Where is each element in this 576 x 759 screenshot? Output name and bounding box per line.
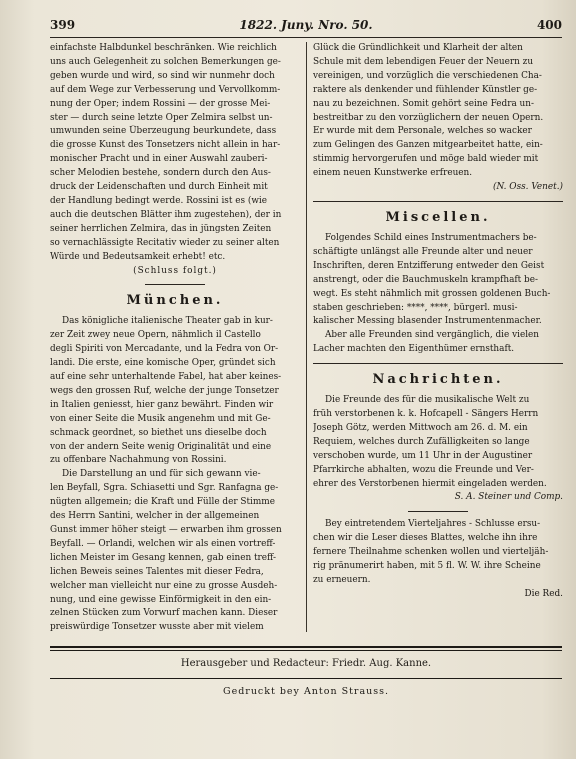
text-line: scher Melodien bestehe, sondern durch den Aus- xyxy=(50,168,271,179)
text-line: chen wir die Leser dieses Blattes, welche ihn ihre xyxy=(313,533,538,544)
left-column xyxy=(50,42,300,632)
miscellen-paragraph-2 xyxy=(313,329,563,357)
page-header xyxy=(50,18,562,36)
footer-rule xyxy=(50,646,562,648)
muenchen-paragraph-1 xyxy=(50,315,300,468)
text-line: anstrengt, oder die Bauchmuskeln krampfhaft be- xyxy=(313,274,538,285)
text-line: zer Zeit zwey neue Opern, nähmlich il Castello xyxy=(50,330,261,341)
section-divider xyxy=(313,201,563,202)
footer-divider xyxy=(50,678,562,679)
text-line: Aber alle Freunden sind vergänglich, die vielen xyxy=(325,330,540,341)
text-line: Joseph Götz, werden Mittwoch am 26. d. M. ein xyxy=(313,422,528,433)
nachrichten-paragraph xyxy=(313,394,563,491)
text-line: nügten allgemein; die Kraft und Fülle der Stimme xyxy=(50,497,275,508)
text-line: zum Gelingen des Ganzen mitgearbeitet hatte, ein- xyxy=(313,140,543,151)
text-line: welcher man vielleicht nur eine zu grosse Ausdeh- xyxy=(50,580,278,591)
text-line: die grosse Kunst des Tonsetzers nicht allein in har- xyxy=(50,140,281,151)
text-line: len Beyfall, Sgra. Schiasetti und Sgr. Ranfagna ge- xyxy=(50,483,279,494)
header-rule xyxy=(50,37,562,38)
text-line: Das königliche italienische Theater gab in kur- xyxy=(62,316,273,327)
text-line: nung, und eine gewisse Einförmigkeit in den ein- xyxy=(50,594,272,605)
text-line: des Herrn Santini, welcher in der allgemeinen xyxy=(50,511,260,522)
text-line: Die Freunde des für die musikalische Welt zu xyxy=(325,395,530,406)
text-line: ster — durch seine letzte Oper Zelmira selbst un- xyxy=(50,112,273,123)
text-line: staben geschrieben: ****, ****, bürgerl. musi- xyxy=(313,302,518,313)
text-line: auch die deutschen Blätter ihm zugestehen), der in xyxy=(50,209,282,220)
footer-rule-thin xyxy=(50,650,562,651)
text-line: Folgendes Schild eines Instrumentmachers be- xyxy=(325,232,537,243)
text-line: Glück die Gründlichkeit und Klarheit der alten xyxy=(313,43,523,53)
right-column xyxy=(313,42,563,632)
publisher-line: Herausgeber und Redacteur: Friedr. Aug. Kanne. xyxy=(180,658,432,669)
text-line: kalischer Messing blasender Instrumentenmacher. xyxy=(313,316,542,327)
text-line: zu erneuern. xyxy=(313,575,371,585)
text-line: Würde und Bedeutsamkeit erhebt! etc. xyxy=(50,251,226,262)
text-line: Requiem, welches durch Zufälligkeiten so lange xyxy=(313,436,530,447)
text-line: umwunden seine Überzeugung beurkundete, dass xyxy=(50,126,277,137)
text-line: fernere Theilnahme schenken wollen und vierteljäh- xyxy=(313,547,549,558)
continued-note: (Schluss folgt.) xyxy=(133,265,217,276)
section-title-muenchen: München. xyxy=(126,293,224,309)
text-line: Beyfall. — Orlandi, welchen wir als einen vortreff- xyxy=(50,538,276,549)
section-title-miscellen: Miscellen. xyxy=(385,209,491,225)
text-line: wegs den grossen Ruf, welche der junge Tonsetzer xyxy=(50,385,279,396)
text-line: Inschriften, deren Entzifferung entweder den Geist xyxy=(313,260,545,271)
section-divider xyxy=(145,284,205,285)
text-line: einfachste Halbdunkel beschränken. Wie reichlich xyxy=(50,43,277,53)
page-number-left: 399 xyxy=(50,18,76,32)
text-line: zu offenbare Nachahmung von Rossini. xyxy=(50,455,227,466)
text-line: verschoben wurde, um 11 Uhr in der Augustiner xyxy=(313,450,533,461)
text-line: der Handlung bedingt werde. Rossini ist es (wie xyxy=(50,195,268,206)
text-line: so vernachlässigte Recitativ wieder zu seiner alten xyxy=(50,237,280,248)
issue-date: 1822. Juny. Nro. 50. xyxy=(239,18,373,32)
text-line: seiner herrlichen Zelmira, das in jüngsten Zeiten xyxy=(50,223,272,234)
text-line: lichen Beweis seines Talentes mit dieser Fedra, xyxy=(50,566,264,577)
text-line: Schule mit dem lebendigen Feuer der Neuern zu xyxy=(313,56,534,67)
text-line: rig pränumerirt haben, mit 5 fl. W. W. ihre Scheine xyxy=(313,561,541,572)
subscription-notice xyxy=(313,518,563,588)
text-line: auf dem Wege zur Verbesserung und Vervollkomm- xyxy=(50,84,281,95)
miscellen-paragraph-1 xyxy=(313,232,563,329)
text-line: Pfarrkirche abhalten, wozu die Freunde und Ver- xyxy=(313,464,534,475)
text-line: preiswürdige Tonsetzer wusste aber mit vielem xyxy=(50,622,264,632)
text-line: von einer Seite die Musik angenehm und mit Ge- xyxy=(50,413,271,424)
notice-signature: Die Red. xyxy=(524,588,563,599)
printer-line: Gedruckt bey Anton Strauss. xyxy=(222,686,390,697)
text-line: lichen Meister im Gesang kennen, gab einen treff- xyxy=(50,552,277,563)
text-line: druck der Leidenschaften und durch Einheit mit xyxy=(50,182,268,193)
source-note: (N. Oss. Venet.) xyxy=(493,182,563,193)
muenchen-paragraph-2 xyxy=(50,468,300,632)
text-line: auf eine sehr unterhaltende Fabel, hat aber keines- xyxy=(50,372,282,383)
fedra-review-continuation xyxy=(313,42,563,181)
text-line: uns auch Gelegenheit zu solchen Bemerkungen ge- xyxy=(50,56,281,67)
text-line: raktere als denkender und fühlender Künstler ge- xyxy=(313,84,538,95)
column-divider xyxy=(306,42,307,632)
text-line: nau zu bezeichnen. Somit gehört seine Fedra un- xyxy=(313,98,534,109)
text-line: Gunst immer höher steigt — erwarben ihm grossen xyxy=(50,525,282,535)
nachrichten-signature: S. A. Steiner und Comp. xyxy=(454,492,563,503)
text-line: Die Darstellung an und für sich gewann vie- xyxy=(62,469,261,480)
page-number-right: 400 xyxy=(536,18,562,32)
text-line: geben wurde und wird, so sind wir nunmehr doch xyxy=(50,70,275,81)
text-line: monischer Pracht und in einer Auswahl zauberi- xyxy=(50,154,268,165)
text-line: früh verstorbenen k. k. Hofcapell - Sängers Herrn xyxy=(313,409,539,420)
text-line: Er wurde mit dem Personale, welches so wacker xyxy=(313,126,532,137)
text-line: Lacher machten den Eigenthümer ernsthaft. xyxy=(313,344,515,355)
article-continuation xyxy=(50,42,300,265)
text-line: schmack geordnet, so biethet uns dieselbe doch xyxy=(50,427,267,438)
text-line: stimmig hervorgerufen und möge bald wieder mit xyxy=(313,154,539,165)
text-line: Bey eintretendem Vierteljahres - Schlusse ersu- xyxy=(325,519,541,530)
text-line: zelnen Stücken zum Vorwurf machen kann. Dieser xyxy=(50,608,278,619)
text-line: einem neuen Kunstwerke erfreuen. xyxy=(313,168,473,179)
text-line: bestreitbar zu den vorzüglichern der neuen Opern. xyxy=(313,112,544,123)
text-line: vereinigen, und vorzüglich die verschiedenen Cha- xyxy=(313,70,542,81)
text-line: landi. Die erste, eine komische Oper, gründet sich xyxy=(50,358,276,369)
text-line: ehrer des Verstorbenen hiermit eingeladen werden. xyxy=(313,478,547,489)
section-divider xyxy=(408,511,468,512)
text-line: von der andern Seite wenig Originalität und eine xyxy=(50,441,272,452)
text-line: schäftigte unlängst alle Freunde alter und neuer xyxy=(313,246,533,257)
section-title-nachrichten: Nachrichten. xyxy=(372,372,504,388)
text-line: degli Spiriti von Mercadante, und la Fedra von Or- xyxy=(50,344,279,355)
section-divider xyxy=(313,363,563,364)
text-line: nung der Oper; indem Rossini — der grosse Mei- xyxy=(50,98,271,109)
text-line: in Italien geniesst, hier ganz bewährt. Finden wir xyxy=(50,399,274,410)
text-line: wegt. Es steht nähmlich mit grossen goldenen Buch- xyxy=(313,288,551,299)
